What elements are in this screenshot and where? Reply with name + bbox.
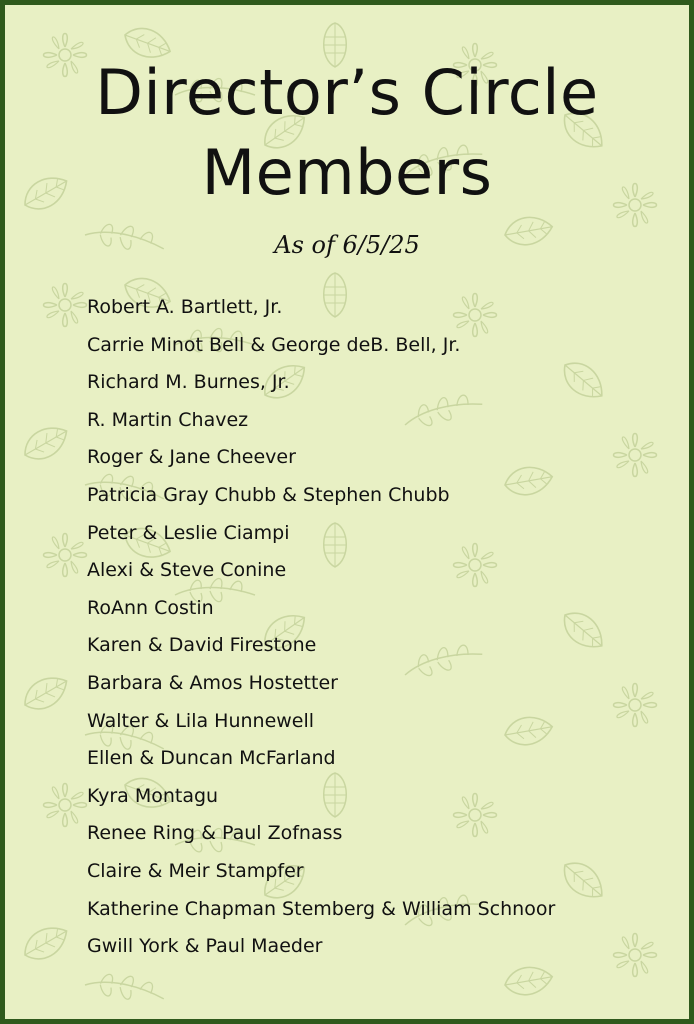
member-name: Peter & Leslie Ciampi	[87, 521, 290, 544]
member-name: Renee Ring & Paul Zofnass	[87, 822, 343, 845]
member-name: Gwill York & Paul Maeder	[87, 935, 323, 958]
member-name: Karen & David Firestone	[87, 634, 317, 657]
title-line-2: Members	[201, 136, 493, 209]
member-name: R. Martin Chavez	[87, 408, 249, 431]
member-name: Patricia Gray Chubb & Stephen Chubb	[87, 483, 450, 506]
member-name: Walter & Lila Hunnewell	[87, 709, 315, 732]
poster-content	[5, 5, 689, 1019]
title-line-1: Director’s Circle	[95, 56, 599, 129]
member-name: Katherine Chapman Stemberg & William Schnoor	[87, 897, 556, 920]
member-name: Carrie Minot Bell & George deB. Bell, Jr.	[87, 333, 461, 356]
member-name: Roger & Jane Cheever	[87, 446, 296, 469]
member-name: Robert A. Bartlett, Jr.	[87, 296, 283, 318]
member-name: Alexi & Steve Conine	[87, 559, 287, 582]
member-name: Claire & Meir Stampfer	[87, 859, 304, 882]
member-name: Barbara & Amos Hostetter	[87, 671, 338, 694]
as-of-date: As of 6/5/25	[274, 231, 420, 259]
member-name: RoAnn Costin	[87, 596, 214, 619]
member-name: Richard M. Burnes, Jr.	[87, 371, 290, 394]
member-name: Ellen & Duncan McFarland	[87, 747, 336, 770]
members-list	[87, 289, 555, 966]
member-name: Kyra Montagu	[87, 784, 219, 807]
page-title	[5, 53, 689, 213]
